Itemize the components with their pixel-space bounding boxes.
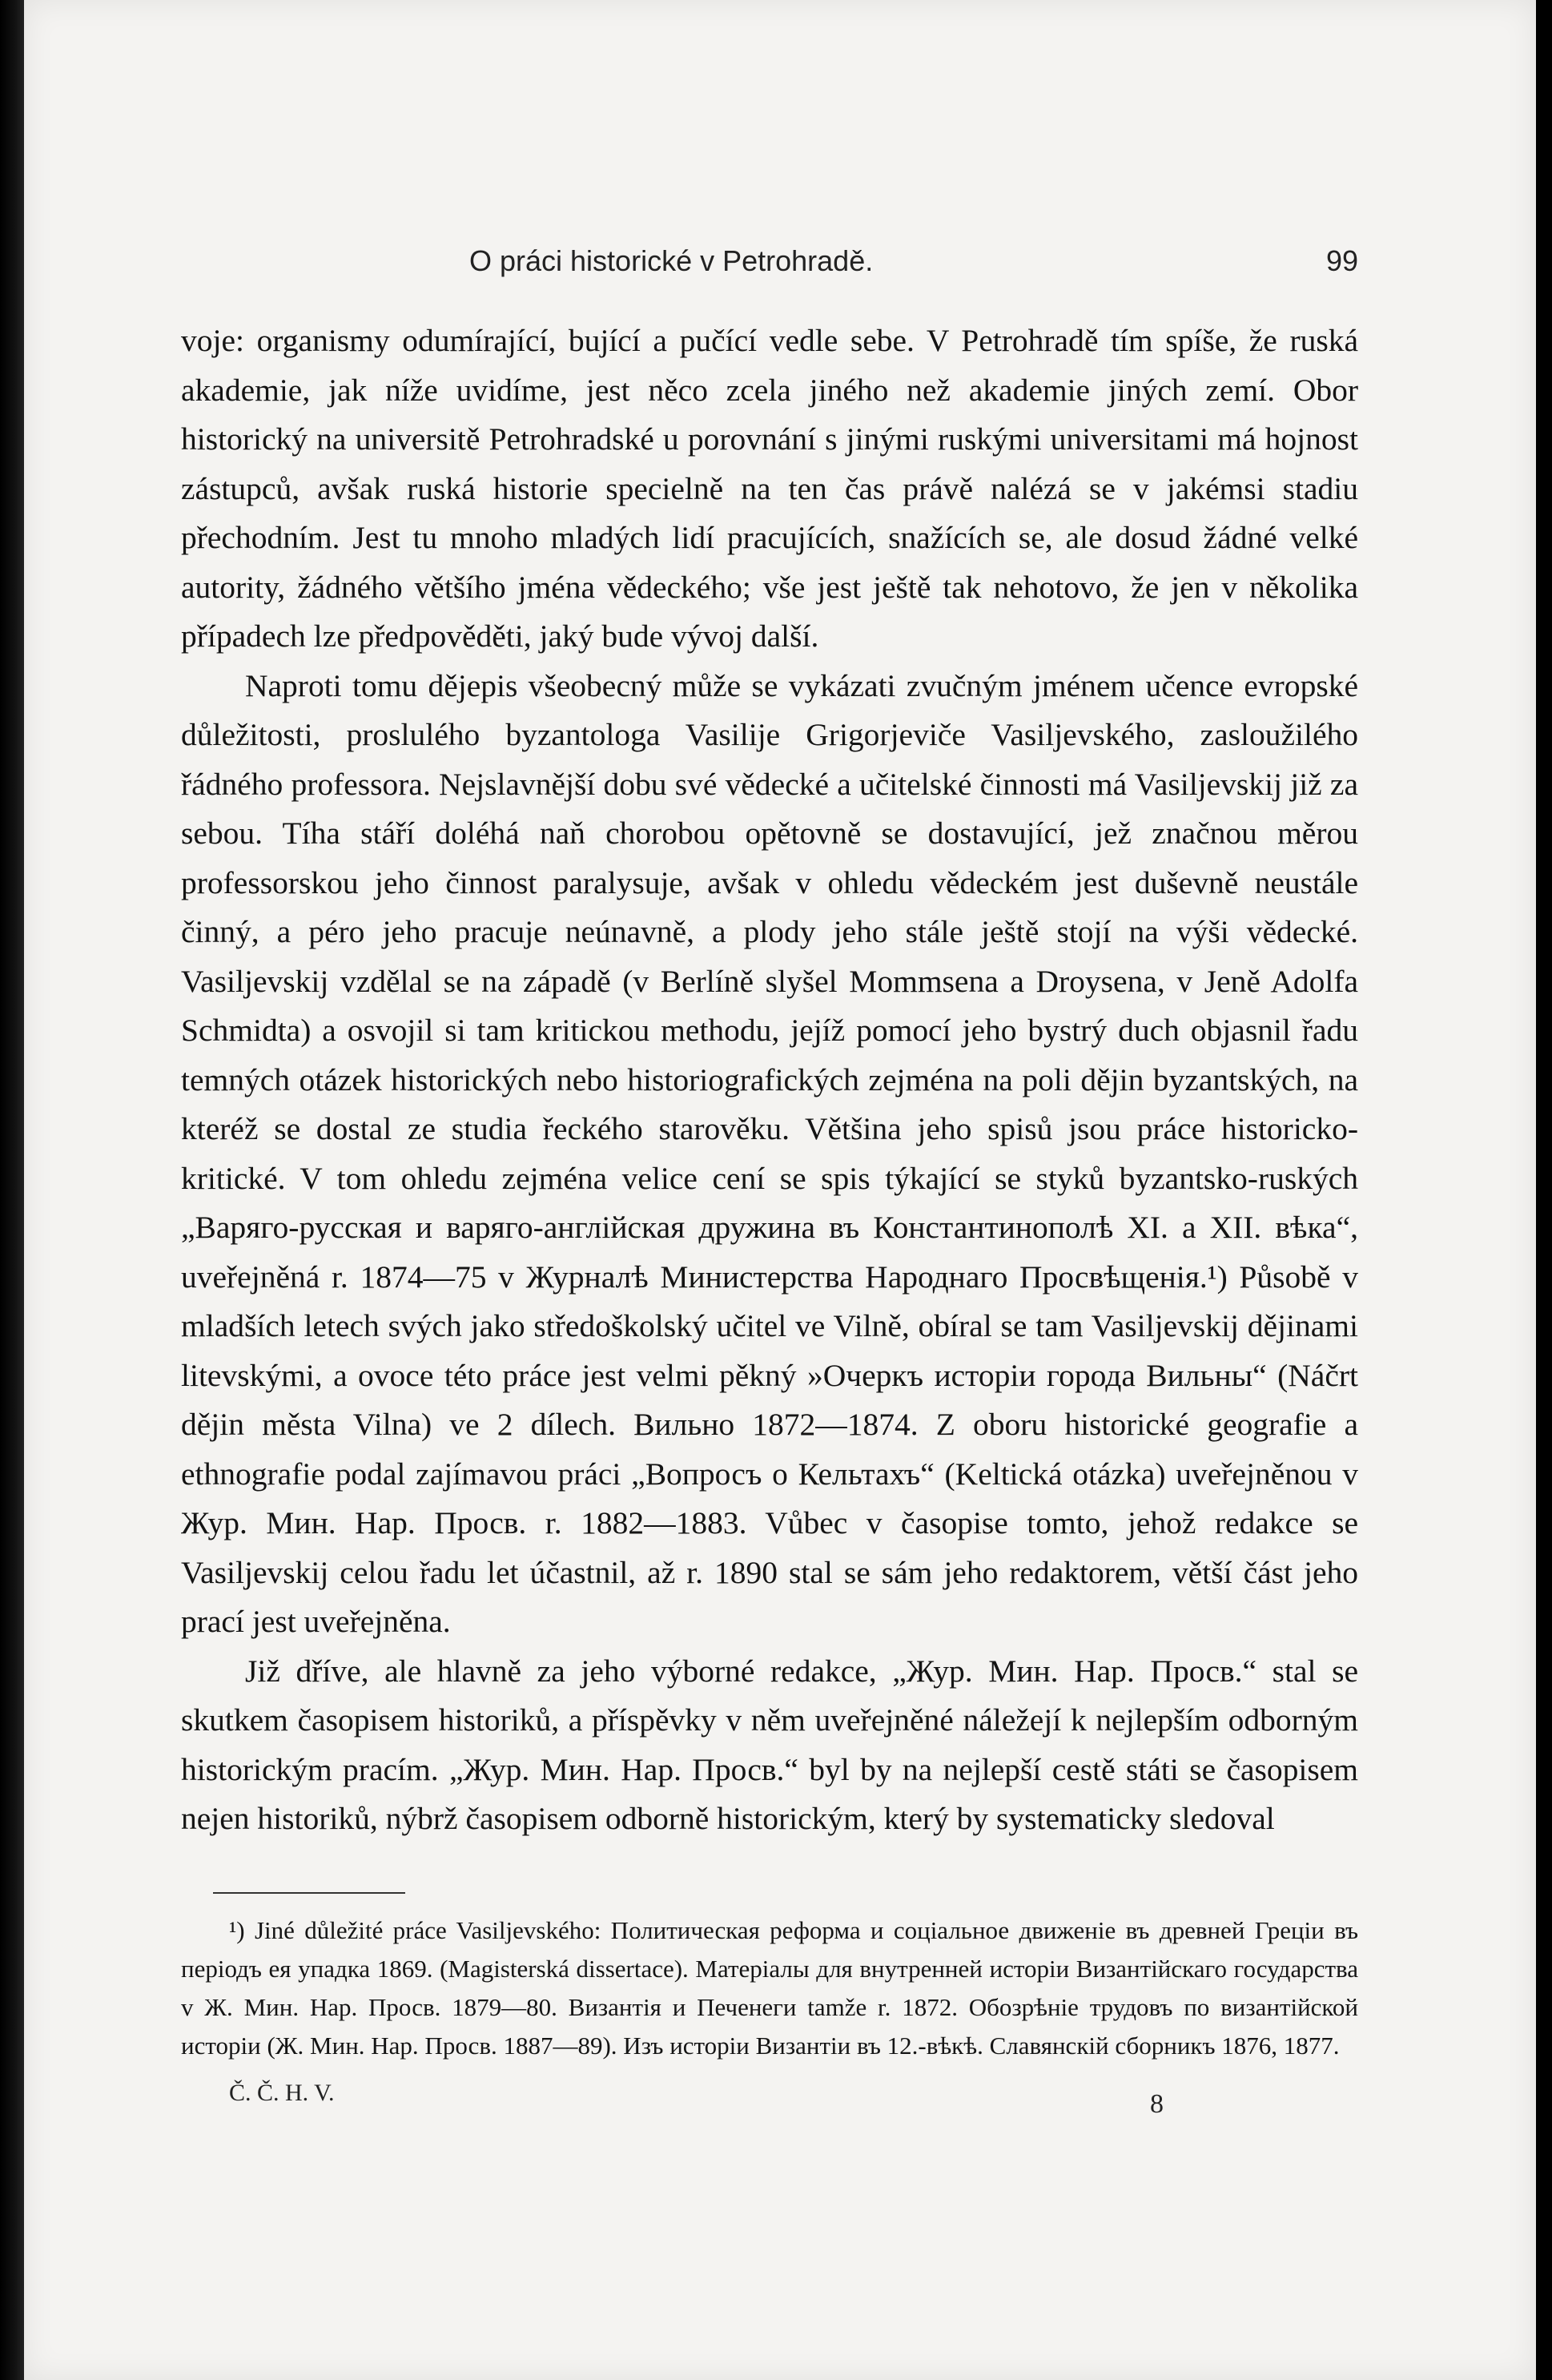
signature-line	[181, 2076, 1358, 2124]
page-header	[181, 228, 1358, 284]
running-title: O práci historické v Petrohradě.	[469, 244, 874, 277]
footnote-1: ¹) Jiné důležité práce Vasiljevského: Политическая реформа и соціальное движеніе въ древней Греціи въ періодъ ея упадка 1869. (Magisterská dissertace). Матеріалы для внутренней исторіи Византійскаго государства v Ж. Мин. Нар. Просв. 1879—80. Византія и Печенеги tamže r. 1872. Обозрѣніе трудовъ по византійской исторіи (Ж. Мин. Нар. Просв. 1887—89). Изъ исторіи Византіи въ 12.-вѣкѣ. Славянскій сборникъ 1876, 1877.	[181, 1915, 1358, 2060]
body-text	[181, 316, 1358, 1844]
paragraph-3: Již dříve, ale hlavně za jeho výborné redakce, „Жур. Мин. Нар. Просв.“ stal se skutkem časopisem historiků, a příspěvky v něm uveřejněné náležejí k nejlepším odborným historickým pracím. „Жур. Мин. Нар. Просв.“ byl by na nejlepší cestě státi se časopisem nejen historiků, nýbrž časopisem odborně historickým, který by systematicky sledoval	[181, 1653, 1358, 1836]
paragraph-1: voje: organismy odumírající, bující a pučící vedle sebe. V Petrohradě tím spíše, že ruská akademie, jak níže uvidíme, jest něco zcela jiného než akademie jiných zemí. Obor historický na universitě Petrohradské u porovnání s jinými ruskými universitami má hojnost zástupců, avšak ruská historie specielně na ten čas právě nalézá se v jakémsi stadiu přechodním. Jest tu mnoho mladých lidí pracujících, snažících se, ale dosud žádné velké autority, žádného většího jména vědeckého; vše jest ještě tak nehotovo, že jen v několika případech lze předpověděti, jaký bude vývoj další.	[181, 323, 1358, 654]
document-page	[24, 0, 1536, 2380]
footnotes	[181, 1892, 1358, 2065]
signature-number: 8	[1150, 2088, 1164, 2119]
scan-edge-right	[1536, 0, 1552, 2380]
signature-mark: Č. Č. H. V.	[229, 2079, 335, 2106]
footnote-rule	[213, 1892, 405, 1894]
scan-edge-left	[0, 0, 24, 2380]
paragraph-2: Naproti tomu dějepis všeobecný může se vykázati zvučným jménem učence evropské důležitosti, proslulého byzantologa Vasilije Grigorjeviče Vasiljevského, zasloužilého řádného professora. Nejslavnější dobu své vědecké a učitelské činnosti má Vasiljevskij již za sebou. Tíha stáří doléhá naň chorobou opětovně se dostavující, jež značnou měrou professorskou jeho činnost paralysuje, avšak v ohledu vědeckém jest duševně neustále činný, a péro jeho pracuje neúnavně, a plody jeho stále ještě stojí na výši vědecké. Vasiljevskij vzdělal se na západě (v Berlíně slyšel Mommsena a Droysena, v Jeně Adolfa Schmidta) a osvojil si tam kritickou methodu, jejíž pomocí jeho bystrý duch objasnil řadu temných otázek historických nebo historiografických zejména na poli dějin byzantských, na kteréž se dostal ze studia řeckého starověku. Většina jeho spisů jsou práce historicko-kritické. V tom ohledu zejména velice cení se spis týkající se styků byzantsko-ruských „Варяго-русская и варяго-англійская дружина въ Константинополѣ XI. a XII. вѣка“, uveřejněná r. 1874—75 v Журналѣ Министерства Народнаго Просвѣщенія.¹) Působě v mladších letech svých jako středoškolský učitel ve Vilně, obíral se tam Vasiljevskij dějinami litevskými, a ovoce této práce jest velmi pěkný »Очеркъ исторіи города Вильны“ (Náčrt dějin města Vilna) ve 2 dílech. Вильно 1872—1874. Z oboru historické geografie a ethnografie podal zajímavou práci „Вопросъ о Кельтахъ“ (Keltická otázka) uveřejněnou v Жур. Мин. Нар. Просв. r. 1882—1883. Vůbec v časopise tomto, jehož redakce se Vasiljevskij celou řadu let účastnil, až r. 1890 stal se sám jeho redaktorem, větší část jeho prací jest uveřejněna.	[181, 667, 1358, 1639]
page-number: 99	[1325, 244, 1358, 277]
text-area	[181, 228, 1358, 2124]
